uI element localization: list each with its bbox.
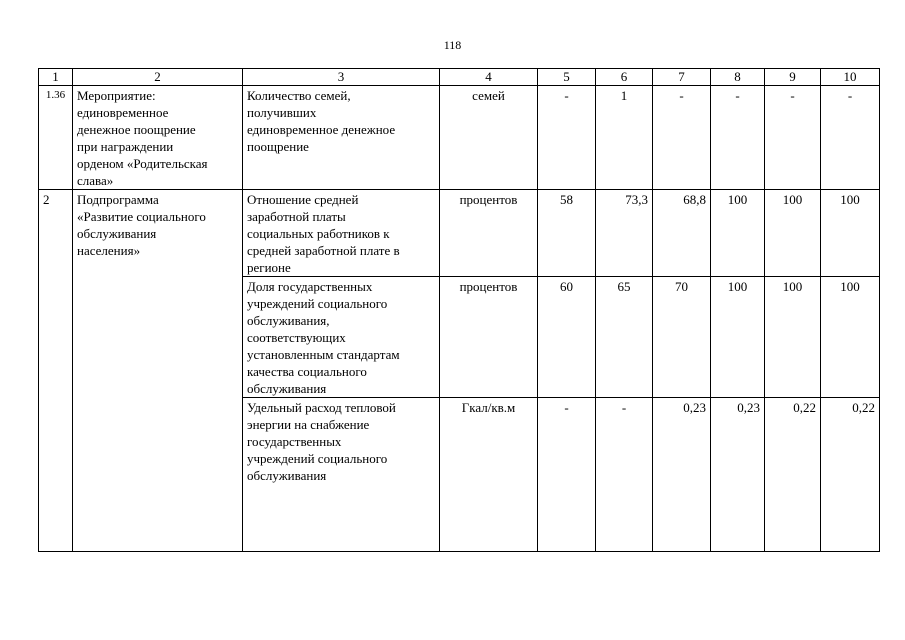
value-cell: 100	[821, 190, 880, 277]
indicator-name: Отношение средней заработной платы социальных работников к средней заработной плате в регионе	[243, 190, 440, 277]
value-cell: 100	[765, 190, 821, 277]
indicator-name: Доля государственных учреждений социального обслуживания, соответствующих установленным стандартам качества социального обслуживания	[243, 277, 440, 398]
header-cell: 2	[73, 69, 243, 86]
header-cell: 5	[538, 69, 596, 86]
unit-cell: процентов	[440, 190, 538, 277]
table-row	[39, 86, 880, 190]
value-cell: -	[765, 86, 821, 190]
table-header-row	[39, 69, 880, 86]
value-cell: -	[653, 86, 711, 190]
value-cell: 100	[711, 190, 765, 277]
value-cell: 0,23	[653, 398, 711, 552]
value-cell: -	[711, 86, 765, 190]
value-cell: 100	[711, 277, 765, 398]
indicator-name: Количество семей, получивших единовременное денежное поощрение	[243, 86, 440, 190]
program-name: Подпрограмма «Развитие социального обслуживания населения»	[73, 190, 243, 552]
value-cell: 58	[538, 190, 596, 277]
header-cell: 8	[711, 69, 765, 86]
unit-cell: семей	[440, 86, 538, 190]
program-name: Мероприятие: единовременное денежное поощрение при награждении орденом «Родительская слава»	[73, 86, 243, 190]
value-cell: 0,22	[765, 398, 821, 552]
value-cell: 0,22	[821, 398, 880, 552]
header-cell: 10	[821, 69, 880, 86]
value-cell: 65	[596, 277, 653, 398]
indicators-table	[38, 68, 880, 552]
indicator-name: Удельный расход тепловой энергии на снабжение государственных учреждений социального обслуживания	[243, 398, 440, 552]
value-cell: 60	[538, 277, 596, 398]
value-cell: 68,8	[653, 190, 711, 277]
unit-cell: процентов	[440, 277, 538, 398]
value-cell: 0,23	[711, 398, 765, 552]
value-cell: 100	[821, 277, 880, 398]
value-cell: 1	[596, 86, 653, 190]
value-cell: -	[596, 398, 653, 552]
value-cell: 100	[765, 277, 821, 398]
header-cell: 6	[596, 69, 653, 86]
header-cell: 3	[243, 69, 440, 86]
header-cell: 4	[440, 69, 538, 86]
row-number: 1.36	[39, 86, 73, 190]
page-number: 118	[443, 38, 462, 52]
table-row	[39, 190, 880, 277]
header-cell: 9	[765, 69, 821, 86]
value-cell: -	[538, 398, 596, 552]
header-cell: 7	[653, 69, 711, 86]
unit-cell: Гкал/кв.м	[440, 398, 538, 552]
row-number: 2	[39, 190, 73, 552]
value-cell: 73,3	[596, 190, 653, 277]
value-cell: 70	[653, 277, 711, 398]
value-cell: -	[821, 86, 880, 190]
header-cell: 1	[39, 69, 73, 86]
value-cell: -	[538, 86, 596, 190]
